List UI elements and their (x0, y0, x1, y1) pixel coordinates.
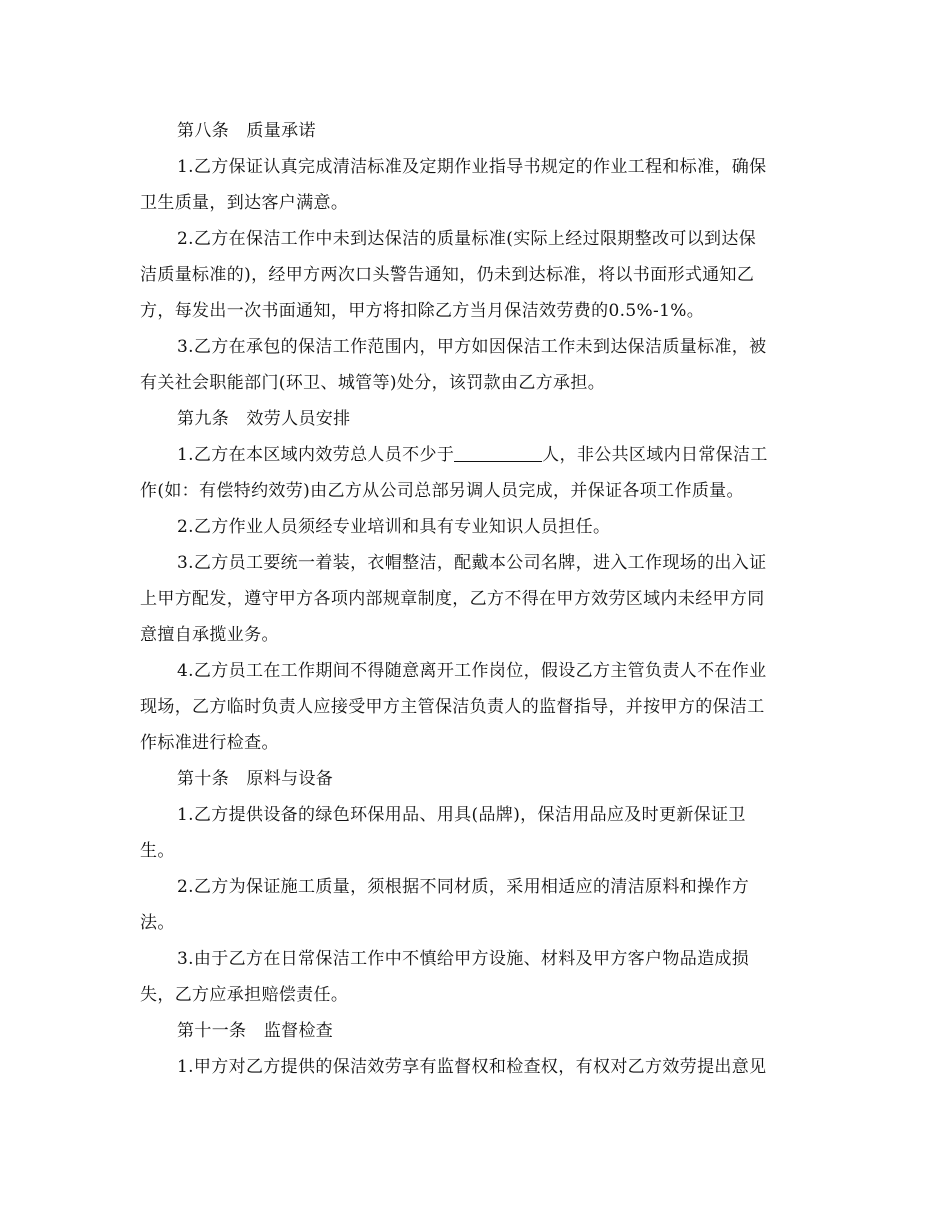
article-10-clause-1-line-1: 1.乙方提供设备的绿色环保用品、用具(品牌)，保洁用品应及时更新保证卫 (177, 805, 746, 825)
article-8-clause-2-line-2: 洁质量标准的)，经甲方两次口头警告通知，仍未到达标准，将以书面形式通知乙 (140, 265, 755, 285)
article-10-clause-2-line-1: 2.乙方为保证施工质量，须根据不同材质，采用相适应的清洁原料和操作方 (177, 877, 750, 897)
document-body (140, 113, 813, 1085)
article-9-clause-3-line-2: 上甲方配发，遵守甲方各项内部规章制度，乙方不得在甲方效劳区域内未经甲方同 (140, 589, 765, 609)
article-9-clause-1-text-after-blank: 人，非公共区域内日常保洁工 (542, 445, 768, 465)
article-10-clause-2-line-2: 法。 (140, 913, 175, 933)
article-9-clause-4-line-3: 作标准进行检查。 (140, 733, 279, 753)
article-8-clause-2-line-3: 方，每发出一次书面通知，甲方将扣除乙方当月保洁效劳费的0.5%-1%。 (140, 301, 705, 321)
article-10-heading: 第十条 原料与设备 (177, 769, 334, 789)
article-10-clause-3-line-2: 失，乙方应承担赔偿责任。 (140, 985, 349, 1005)
article-9-clause-1-text-before-blank: 1.乙方在本区域内效劳总人员不少于 (177, 445, 455, 465)
article-8-heading: 第八条 质量承诺 (177, 121, 316, 141)
article-9-clause-1-line-1 (140, 437, 813, 473)
article-9-clause-4-line-2: 现场，乙方临时负责人应接受甲方主管保洁负责人的监督指导，并按甲方的保洁工 (140, 697, 765, 717)
article-9-clause-4-line-1: 4.乙方员工在工作期间不得随意离开工作岗位，假设乙方主管负责人不在作业 (177, 661, 767, 681)
article-11-clause-1-line-1: 1.甲方对乙方提供的保洁效劳享有监督权和检查权，有权对乙方效劳提出意见 (177, 1057, 767, 1077)
article-9-clause-1-line-2: 作(如：有偿特约效劳)由乙方从公司总部另调人员完成，并保证各项工作质量。 (140, 481, 744, 501)
article-8-clause-3-line-2: 有关社会职能部门(环卫、城管等)处分，该罚款由乙方承担。 (140, 373, 606, 393)
article-8-clause-3-line-1: 3.乙方在承包的保洁工作范围内，甲方如因保洁工作未到达保洁质量标准，被 (177, 337, 767, 357)
article-9-clause-3-line-1: 3.乙方员工要统一着装，衣帽整洁，配戴本公司名牌，进入工作现场的出入证 (177, 553, 767, 573)
article-8-clause-1-line-2: 卫生质量，到达客户满意。 (140, 193, 349, 213)
article-9-clause-3-line-3: 意擅自承揽业务。 (140, 625, 279, 645)
article-8-clause-1-line-1: 1.乙方保证认真完成清洁标准及定期作业指导书规定的作业工程和标准，确保 (177, 157, 767, 177)
article-11-heading: 第十一条 监督检查 (177, 1021, 334, 1041)
staff-count-blank (454, 441, 542, 462)
article-8-clause-2-line-1: 2.乙方在保洁工作中未到达保洁的质量标准(实际上经过限期整改可以到达保 (177, 229, 757, 249)
article-9-heading: 第九条 效劳人员安排 (177, 409, 351, 429)
article-9-clause-2-line-1: 2.乙方作业人员须经专业培训和具有专业知识人员担任。 (177, 517, 611, 537)
article-10-clause-3-line-1: 3.由于乙方在日常保洁工作中不慎给甲方设施、材料及甲方客户物品造成损 (177, 949, 750, 969)
article-10-clause-1-line-2: 生。 (140, 841, 175, 861)
